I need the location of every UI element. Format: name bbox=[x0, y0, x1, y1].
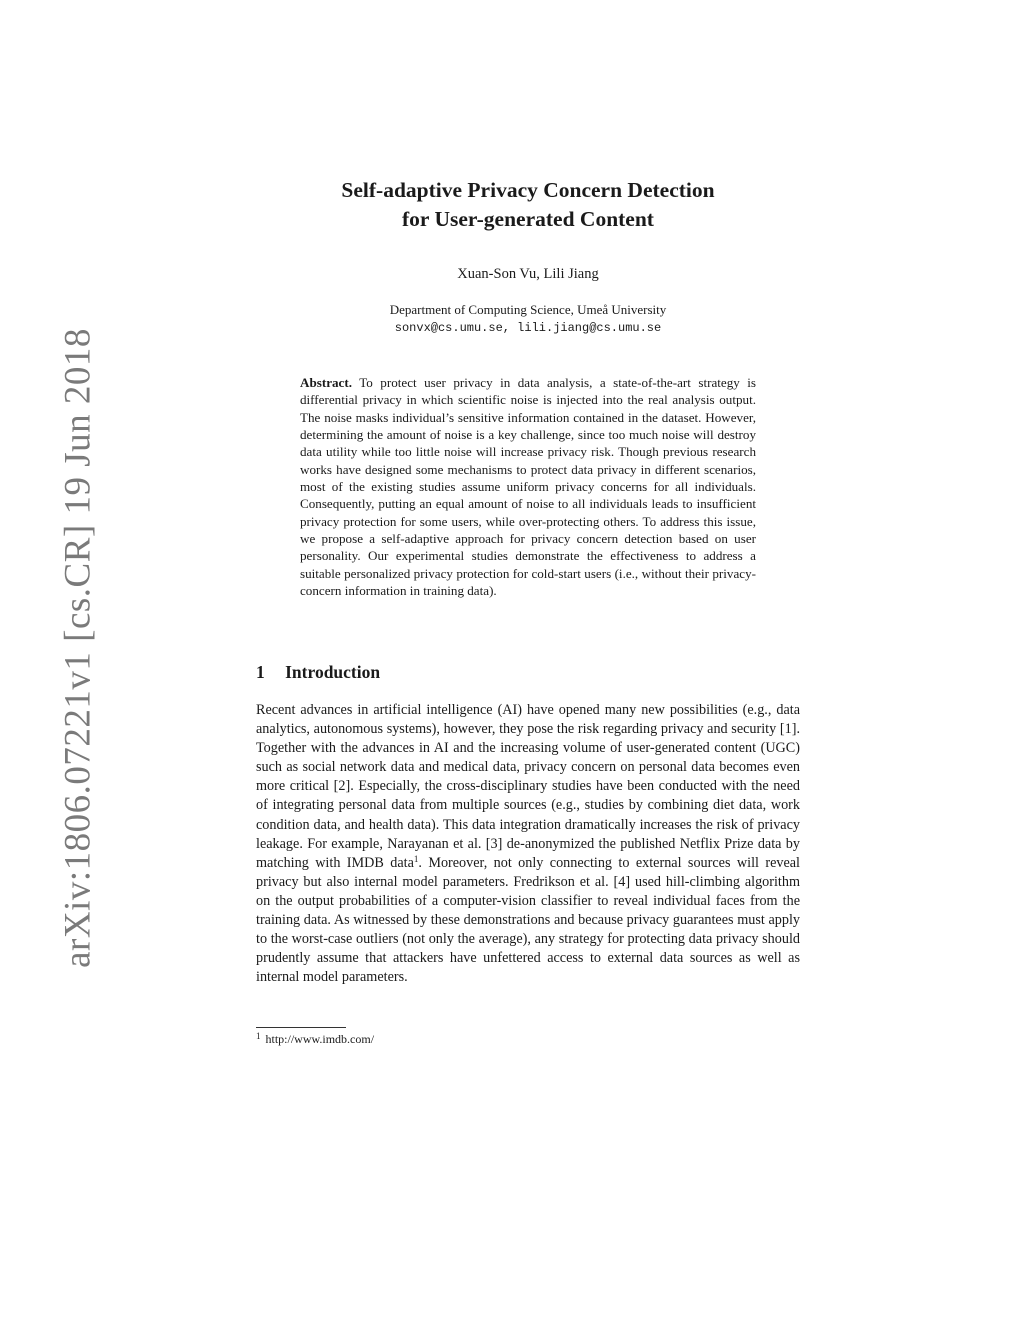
abstract-label: Abstract. bbox=[300, 375, 352, 390]
author-emails: sonvx@cs.umu.se, lili.jiang@cs.umu.se bbox=[394, 321, 662, 335]
affiliation-block bbox=[200, 301, 856, 337]
arxiv-identifier: arXiv:1806.07221v1 [cs.CR] 19 Jun 2018 bbox=[57, 328, 99, 968]
section-number: 1 bbox=[256, 662, 265, 682]
footnote-divider bbox=[256, 1027, 346, 1028]
title-line-2: for User-generated Content bbox=[402, 207, 654, 231]
footnote bbox=[256, 1031, 374, 1047]
title-line-1: Self-adaptive Privacy Concern Detection bbox=[341, 178, 715, 202]
footnote-link[interactable]: http://www.imdb.com/ bbox=[265, 1032, 375, 1046]
authors: Xuan-Son Vu, Lili Jiang bbox=[457, 266, 599, 282]
intro-text-part-1: Recent advances in artificial intelligence (AI) have opened many new possibilities (e.g., data analytics, autonomous systems), however, they pose the risk regarding privacy and security [1]. Together with the advances in AI and the increasing volume of user-generated content (UGC) such as social network data and medical data, privacy concern on personal data becomes even more critical [2]. Especially, the cross-disciplinary studies have been conducted with the need of integrating personal data from multiple sources (e.g., studies by combining diet data, work condition data, and health data). This data integration dramatically increases the risk of privacy leakage. For example, Narayanan et al. [3] de-anonymized the published Netflix Prize data by matching with IMDB data bbox=[256, 702, 800, 871]
section-title: Introduction bbox=[285, 662, 381, 682]
footnote-mark: 1 bbox=[256, 1031, 261, 1041]
paper-title bbox=[200, 176, 856, 234]
intro-text-part-2: . Moreover, not only connecting to external sources will reveal privacy but also internal model parameters. Fredrikson et al. [4] used hill-climbing algorithm on the output probabilities of a computer-vision classifier to reveal individual faces from the training data. As witnessed by these demonstrations and because privacy guarantees must apply to the worst-case outliers (not only the average), any strategy for protecting data privacy should prudently assume that attackers have unfettered access to external data sources as well as internal model parameters. bbox=[256, 854, 800, 986]
abstract bbox=[300, 374, 756, 599]
abstract-text: To protect user privacy in data analysis, a state-of-the-art strategy is differential privacy in which scientific noise is injected into the real analysis output. The noise masks individual’s sensitive information contained in the dataset. However, determining the amount of noise is a key challenge, since too much noise will destroy data utility while too little noise will increase privacy risk. Though previous research works have designed some mechanisms to protect data privacy in different scenarios, most of the existing studies assume uniform privacy concerns for all individuals. Consequently, putting an equal amount of noise to all individuals leads to insufficient privacy protection for some users, while over-protecting others. To address this issue, we propose a self-adaptive approach for privacy concern detection based on user personality. Our experimental studies demonstrate the effectiveness to address a suitable personalized privacy protection for cold-start users (i.e., without their privacy-concern information in training data). bbox=[300, 375, 756, 599]
affiliation: Department of Computing Science, Umeå University bbox=[389, 302, 667, 317]
footnote-reference[interactable]: 1 bbox=[413, 853, 419, 864]
introduction-paragraph bbox=[256, 701, 800, 987]
section-heading bbox=[256, 662, 380, 683]
